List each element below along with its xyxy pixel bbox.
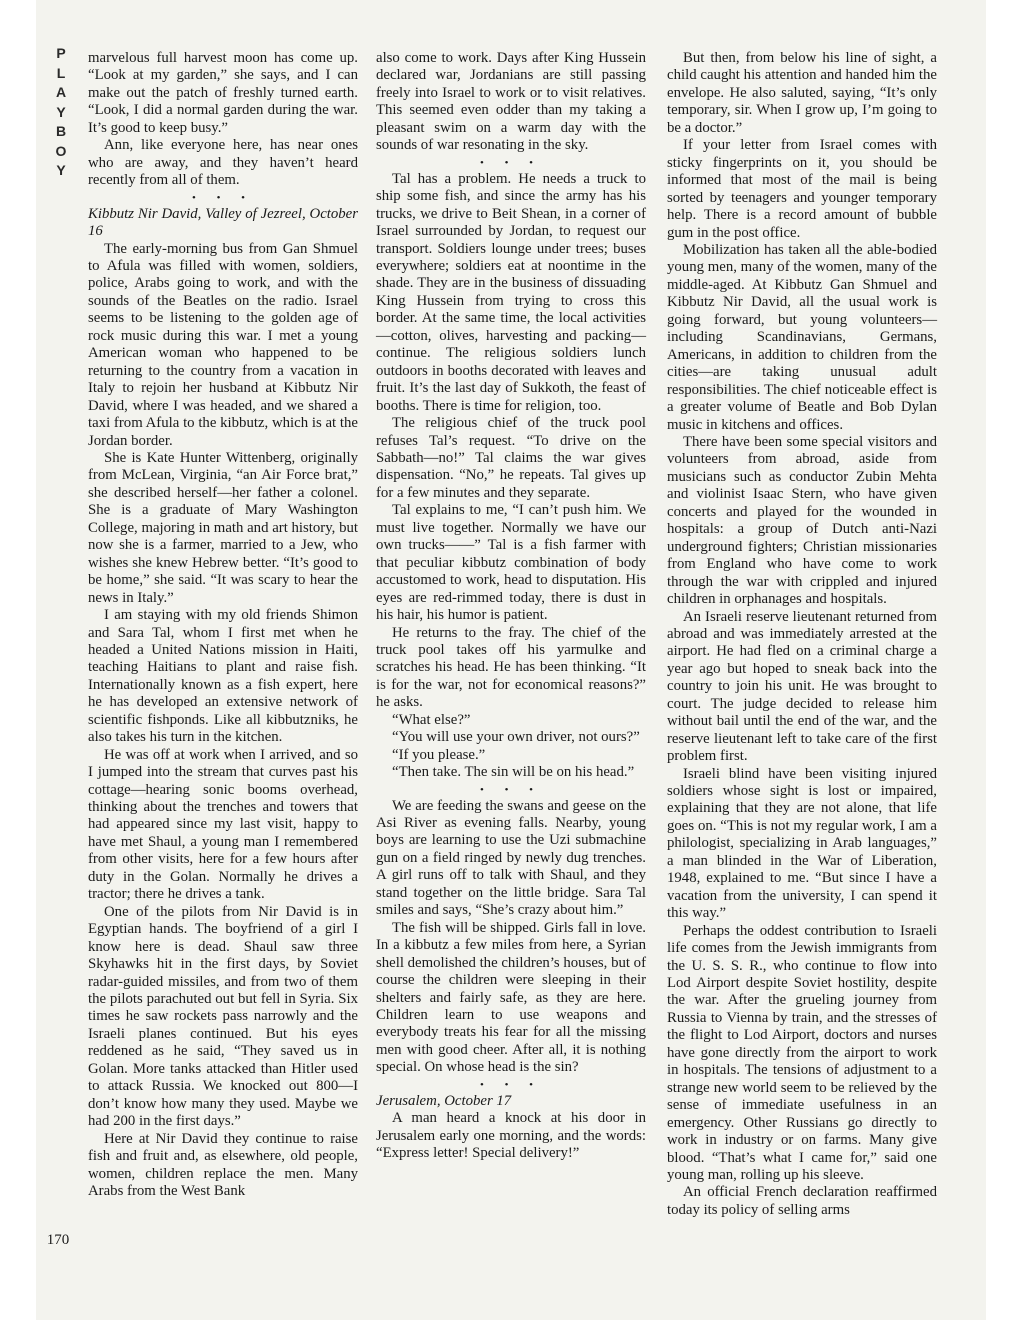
running-head-letter: L — [56, 64, 66, 81]
paragraph: Ann, like everyone here, has near ones who are away, and they haven’t heard recently from all of them. — [88, 137, 358, 189]
paragraph: He was off at work when I arrived, and so I jumped into the stream that curves past his cottage—hearing sonic booms overhead, thinking about the trenches and towers that had appeared since my last visit, happy to have met Shaul, a young man I remembered from other visits, here for a few hours after duty in the Golan. Normally he drives a tractor; there he drives a tank. — [88, 746, 358, 903]
paragraph: Tal has a problem. He needs a truck to ship some fish, and since the army has his trucks, we drive to Beit Shean, in a corner of Israel surrounded by Jordan, to request our transport. Soldiers lounge under trees; buses everywhere; soldiers eat at noontime in the shade. They are in the business of dissuading King Hussein from trying to cross this border. At the same time, the local activities—cotton, olives, harvesting and packing—continue. The religious soldiers lunch outdoors in booths decorated with leaves and fruit. It’s the last day of Sukkoth, the feast of booths. There is time for religion, too. — [376, 170, 646, 414]
paragraph: A man heard a knock at his door in Jerusalem early one morning, and the words: “Express letter! Special delivery!” — [376, 1110, 646, 1162]
paragraph: I am staying with my old friends Shimon and Sara Tal, whom I first met when he headed a United Nations mission in Haiti, teaching Haitians to plant and raise fish. Internationally known as a fish expert, here he has developed an extensive network of scientific fishponds. Like all kibbutzniks, he also takes his turn in the kitchen. — [88, 607, 358, 746]
paragraph: The fish will be shipped. Girls fall in love. In a kibbutz a few miles from here, a Syrian shell demolished the children’s houses, but of course the children were sleeping in their shelters and fairly safe, as they are here. Children learn to use weapons and everybody treats his fear for all the missing men with good cheer. After all, it is nothing special. On whose head is the sin? — [376, 919, 646, 1076]
paragraph: The religious chief of the truck pool refuses Tal’s request. “To drive on the Sabbath—no!” Tal claims the war gives dispensation. “No,” he repeats. Tal gives up for a few minutes and they separate. — [376, 415, 646, 501]
paragraph: Mobilization has taken all the able-bodied young men, many of the women, many of the middle-aged. At Kibbutz Gan Shmuel and Kibbutz Nir David, all the usual work is going forward, but young volunteers—including Scandinavians, Germans, Americans, in addition to children from the cities—are taking unusual adult responsibilities. The chief noticeable effect is a greater volume of Beatle and Bob Dylan music in kitchens and offices. — [667, 241, 937, 433]
paragraph: One of the pilots from Nir David is in Egyptian hands. The boyfriend of a girl I know here is dead. Shaul saw three Skyhawks hit in the first days, by Soviet radar-guided missiles, and from two of them the pilots parachuted out but fell in Syria. Six times he saw rockets pass narrowly and the Israeli planes continued. But his eyes reddened as he said, “They saved us in Golan. More tanks attacked than Hitler used to attack Russia. We knocked out 800—I don’t know how many they used. Maybe we had 200 in the first days.” — [88, 903, 358, 1130]
paragraph: An Israeli reserve lieutenant returned from abroad and was immediately arrested at the airport. He had fled on a criminal charge a year ago but hoped to sneak back into the country to join his unit. He was brought to court. The judge decided to release him without bail until the end of the war, and the reserve lieutenant left to take care of the first problem first. — [667, 608, 937, 765]
dateline: Kibbutz Nir David, Valley of Jezreel, October 16 — [88, 205, 358, 240]
section-separator: • • • — [191, 191, 255, 204]
running-head-letter: Y — [56, 162, 66, 178]
running-head-letter: P — [56, 45, 66, 61]
running-head-letter: A — [55, 84, 67, 100]
text-column-3 — [667, 50, 937, 1219]
dateline: Jerusalem, October 17 — [376, 1092, 512, 1109]
paragraph: There have been some special visitors and volunteers from abroad, aside from musicians such as conductor Zubin Mehta and violinist Isaac Stern, who have given concerts and played for the wounded in hospitals: a group of Dutch anti-Nazi underground fighters; Christian missionaries from England who have come to work through the war with crippled and injured children in orphanages and hospitals. — [667, 433, 937, 608]
page-number: 170 — [46, 1232, 70, 1248]
paragraph: Tal explains to me, “I can’t push him. We must live together. Normally we have our own trucks——” Tal is a fish farmer with that peculiar kibbutz combination of body accustomed to work, head to disputation. His eyes are red-rimmed today, there is dust in his hair, his humor is patient. — [376, 502, 646, 624]
magazine-running-head — [48, 44, 74, 181]
paragraph: Perhaps the oddest contribution to Israeli life comes from the Jewish immigrants from the U. S. S. R., who continue to flow into Lod Airport despite Soviet hostility, despite the war. After the grueling journey from Russia to Vienna by train, and the stresses of the flight to Lod Airport, doctors and nurses have gone directly from the airport to work in hospitals. The tensions of adjustment to a strange new world seem to be relieved by the sense of immediate usefulness in an emergency. Other Russians go directly to work in industry or on farms. Many give blood. “That’s what I came for,” said one young man, rolling up his sleeve. — [667, 922, 937, 1183]
paragraph: “You will use your own driver, not ours?” — [392, 729, 640, 746]
section-separator: • • • — [479, 783, 543, 796]
paragraph: marvelous full harvest moon has come up. “Look at my garden,” she says, and I can make out the patch of freshly turned earth. “Look, I did a normal garden during the war. It’s good to keep busy.” — [88, 50, 358, 136]
section-separator: • • • — [479, 156, 543, 169]
paragraph: The early-morning bus from Gan Shmuel to Afula was filled with women, soldiers, police, Arabs going to work, and with the sounds of the Beatles on the radio. Israel seems to be listening to the golden age of rock music during this war. I met a young American woman who happened to be returning to the country from a vacation in Italy to rejoin her husband at Kibbutz Nir David, where I was headed, and we shared a taxi from Afula to the kibbutz, which is at the Jordan border. — [88, 240, 358, 449]
paragraph: But then, from below his line of sight, a child caught his attention and handed him the envelope. He also saluted, saying, “It’s only temporary, sir. When I grow up, I’m going to be a doctor.” — [667, 50, 937, 136]
paragraph: “What else?” — [392, 711, 471, 728]
paragraph: She is Kate Hunter Wittenberg, originally from McLean, Virginia, “an Air Force brat,” she described herself—her father a colonel. She is a graduate of Mary Washington College, majoring in math and art history, but now she is a farmer, married to a Jew, who wishes she knew Hebrew better. “It’s good to be home,” she said. “It was scary to hear the news in Italy.” — [88, 449, 358, 606]
paragraph: also come to work. Days after King Hussein declared war, Jordanians are still passing freely into Israel to work or to visit relatives. This seemed even odder than my taking a pleasant swim on a warm day with the sounds of war resonating in the sky. — [376, 50, 646, 154]
paragraph: Israeli blind have been visiting injured soldiers whose sight is lost or impaired, explaining that they are not alone, that life goes on. “This is not my regular work, I am a philologist, specializing in Arab languages,” a man blinded in the War of Liberation, 1948, explained to me. “But since I have a vacation from the university, I can spend it this way.” — [667, 765, 937, 922]
magazine-page — [36, 0, 986, 1320]
paragraph: An official French declaration reaffirmed today its policy of selling arms — [667, 1184, 937, 1218]
running-head-letter: B — [55, 123, 67, 139]
paragraph: “If you please.” — [392, 746, 486, 763]
paragraph: We are feeding the swans and geese on the Asi River as evening falls. Nearby, young boys are learning to use the Uzi submachine gun on a field ringed by newly dug trenches. A girl runs off to talk with Shaul, and they stand together on the little bridge. Sara Tal smiles and says, “She’s crazy about him.” — [376, 797, 646, 919]
text-column-2 — [376, 50, 646, 1163]
text-column-1 — [88, 50, 358, 1200]
paragraph: If your letter from Israel comes with sticky fingerprints on it, you should be informed that most of the mail is being sorted by teenagers and younger temporary help. There is a record amount of bubble gum in the post office. — [667, 137, 937, 241]
paragraph: “Then take. The sin will be on his head.” — [392, 764, 635, 781]
running-head-letter: Y — [56, 103, 66, 120]
paragraph: Here at Nir David they continue to raise fish and fruit and, as elsewhere, old people, women, children replace the men. Many Arabs from the West Bank — [88, 1130, 358, 1199]
running-head-letter: O — [55, 142, 67, 159]
paragraph: He returns to the fray. The chief of the truck pool takes off his yarmulke and scratches his head. He has been thinking. “It is for the war, not for economical reasons?” he asks. — [376, 624, 646, 711]
section-separator: • • • — [479, 1078, 543, 1091]
